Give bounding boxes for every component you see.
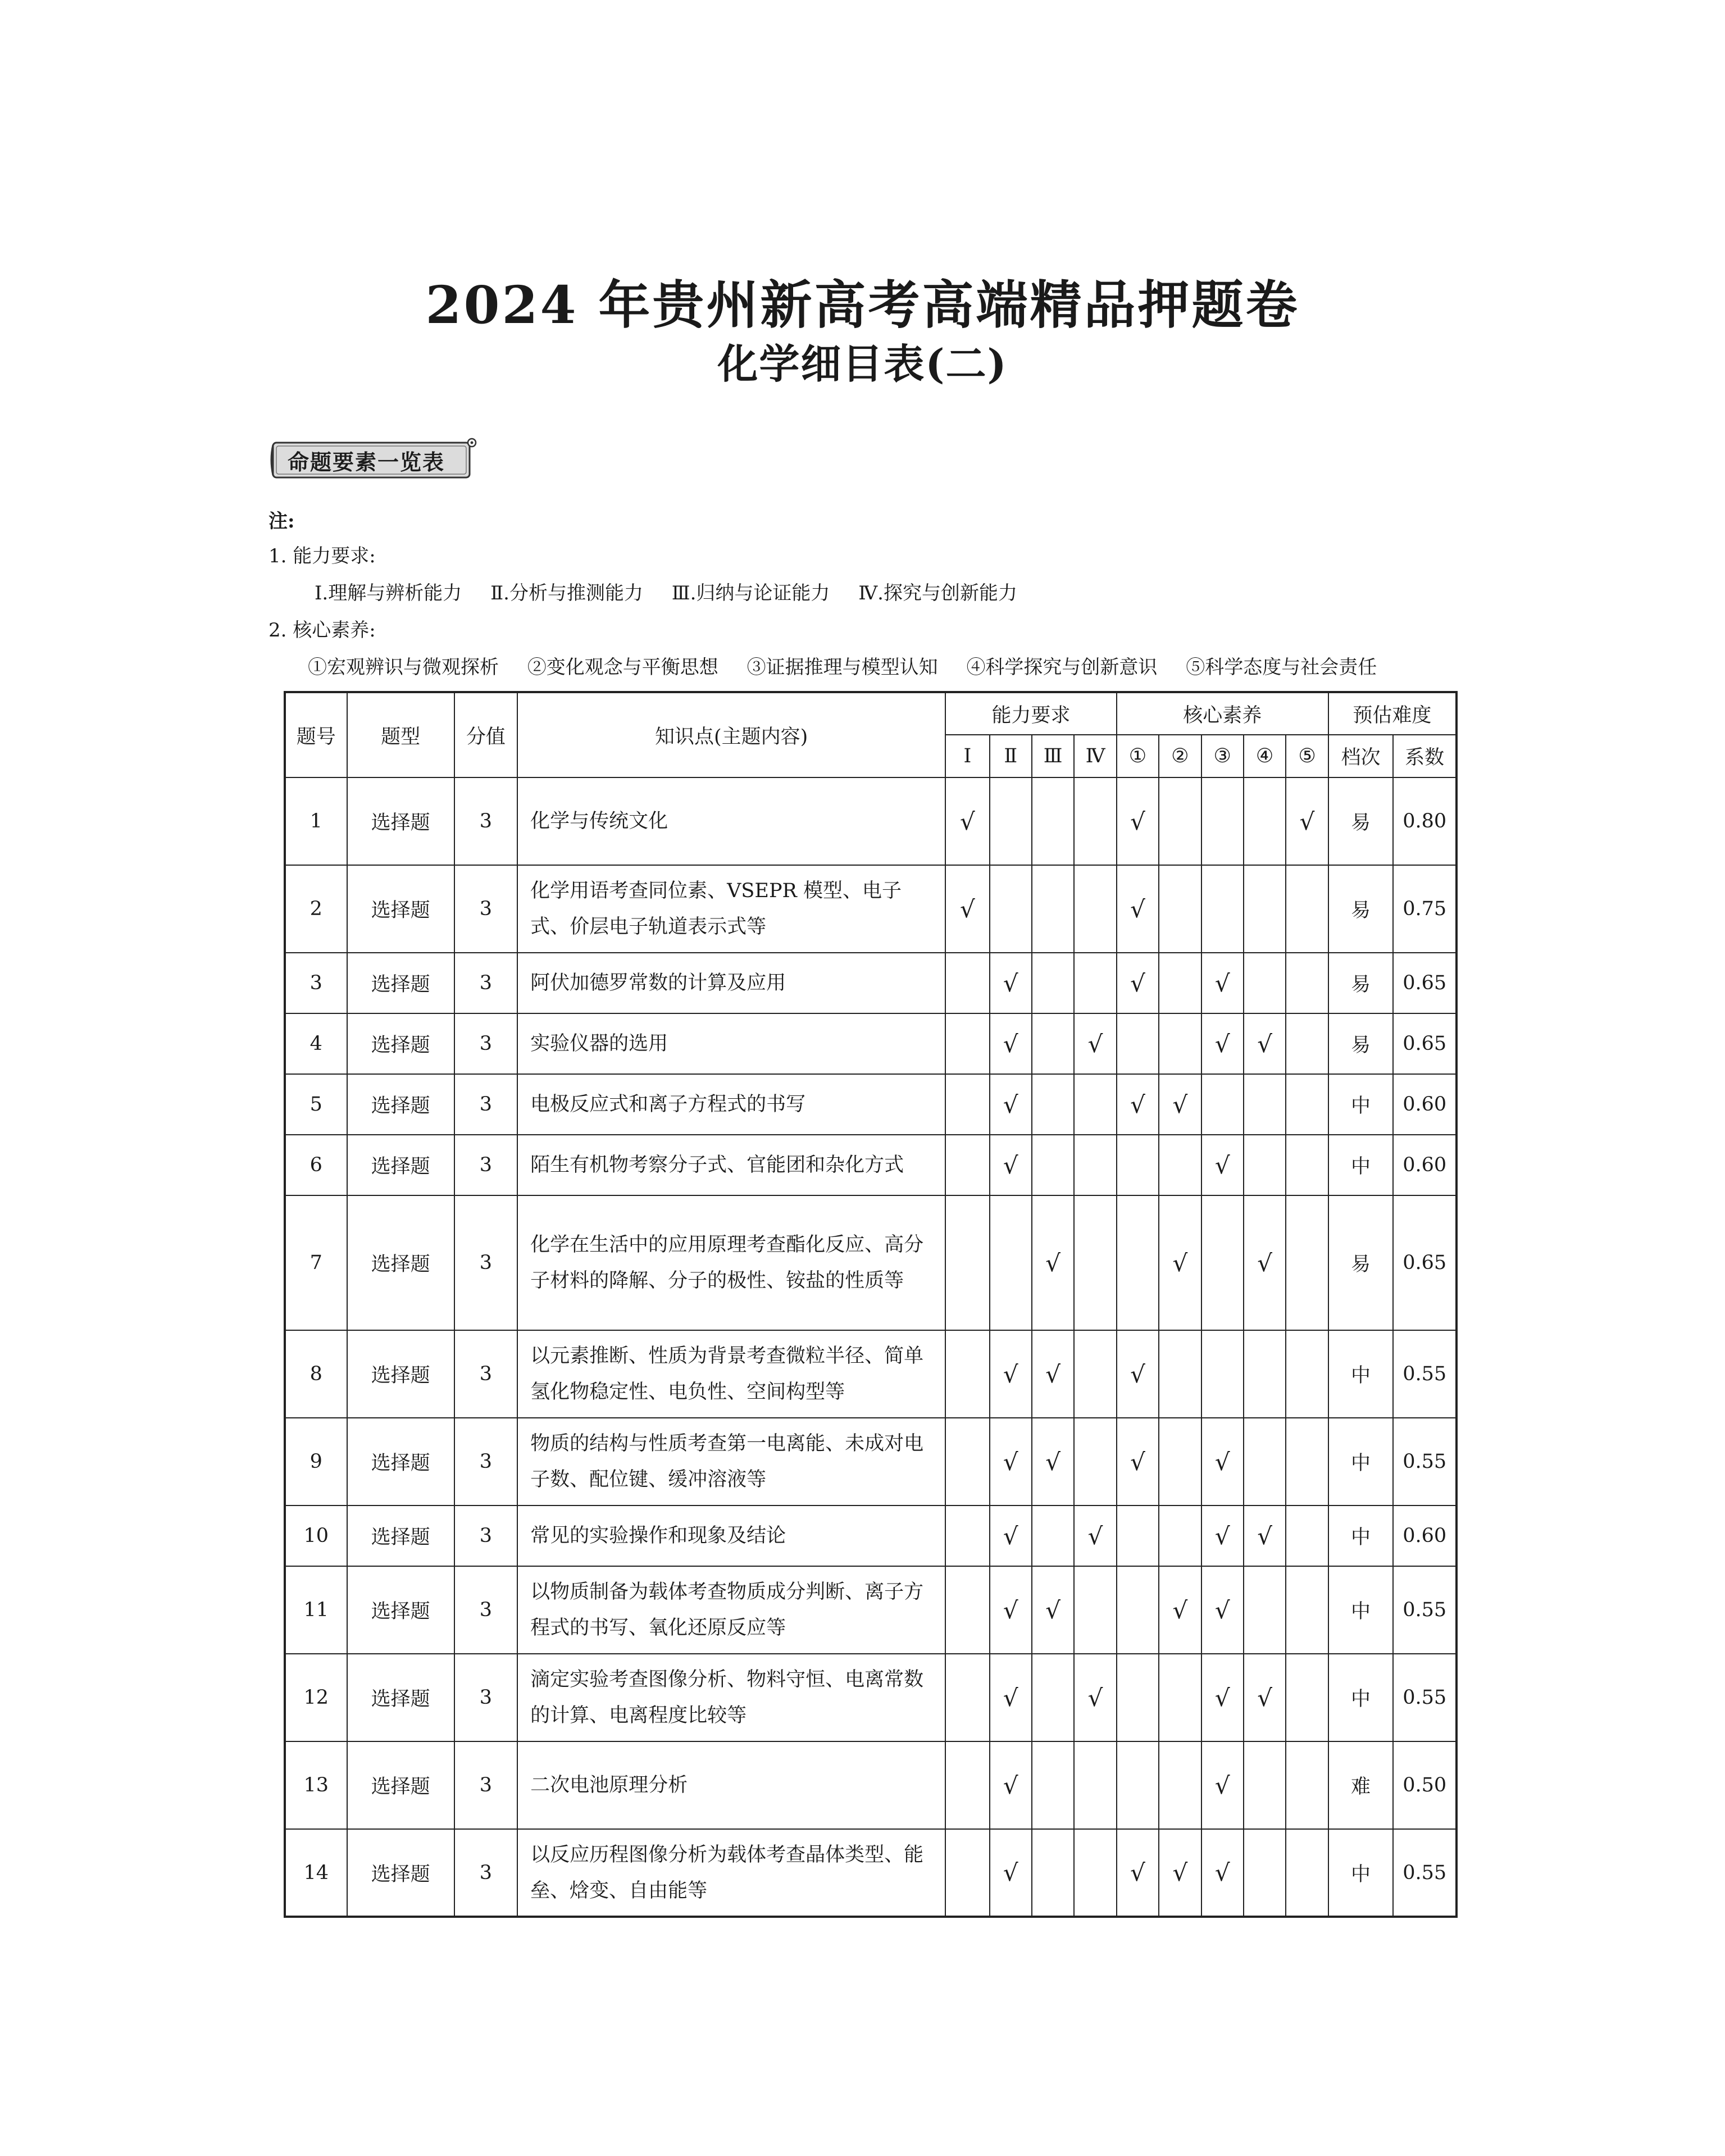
literacy-check-cell bbox=[1244, 1741, 1286, 1829]
ability-check-cell: √ bbox=[990, 1654, 1032, 1741]
ability-check-cell: √ bbox=[990, 1135, 1032, 1195]
literacy-check-cell bbox=[1286, 1829, 1328, 1917]
literacy-check-cell bbox=[1201, 777, 1244, 865]
row-type: 选择题 bbox=[347, 1135, 454, 1195]
literacy-check-cell bbox=[1159, 1654, 1201, 1741]
literacy-check-cell: √ bbox=[1201, 1654, 1244, 1741]
header-ability-col: Ⅲ bbox=[1032, 735, 1074, 777]
header-difficulty-coef: 系数 bbox=[1393, 735, 1457, 777]
header-ability-col: Ⅱ bbox=[990, 735, 1032, 777]
row-knowledge: 实验仪器的选用 bbox=[517, 1013, 945, 1074]
literacy-check-cell: √ bbox=[1201, 1418, 1244, 1505]
literacy-check-cell bbox=[1159, 777, 1201, 865]
ability-check-cell: √ bbox=[1032, 1418, 1074, 1505]
row-number: 10 bbox=[285, 1505, 347, 1566]
ability-check-cell bbox=[945, 1013, 989, 1074]
row-number: 11 bbox=[285, 1566, 347, 1654]
header-score: 分值 bbox=[454, 692, 518, 777]
ability-check-cell bbox=[945, 1330, 989, 1418]
row-knowledge: 物质的结构与性质考查第一电离能、未成对电子数、配位键、缓冲溶液等 bbox=[517, 1418, 945, 1505]
literacy-check-cell bbox=[1286, 1566, 1328, 1654]
row-knowledge: 陌生有机物考察分子式、官能团和杂化方式 bbox=[517, 1135, 945, 1195]
row-number: 3 bbox=[285, 953, 347, 1013]
row-difficulty-coef: 0.55 bbox=[1393, 1418, 1457, 1505]
row-difficulty-coef: 0.55 bbox=[1393, 1829, 1457, 1917]
literacy-check-cell bbox=[1201, 1074, 1244, 1135]
literacy-check-cell bbox=[1117, 1013, 1159, 1074]
literacy-check-cell bbox=[1117, 1654, 1159, 1741]
row-score: 3 bbox=[454, 953, 518, 1013]
ability-item: Ⅳ.探究与创新能力 bbox=[858, 582, 1017, 604]
literacy-check-cell bbox=[1244, 1074, 1286, 1135]
row-number: 14 bbox=[285, 1829, 347, 1917]
ability-check-cell: √ bbox=[990, 1505, 1032, 1566]
row-difficulty-level: 中 bbox=[1328, 1418, 1394, 1505]
literacy-check-cell bbox=[1244, 1418, 1286, 1505]
ability-check-cell bbox=[945, 1505, 989, 1566]
literacy-check-cell bbox=[1286, 953, 1328, 1013]
section-banner bbox=[268, 437, 479, 482]
ability-check-cell bbox=[1032, 1829, 1074, 1917]
literacy-check-cell bbox=[1159, 1330, 1201, 1418]
header-literacy-col: ⑤ bbox=[1286, 735, 1328, 777]
header-literacy: 核心素养 bbox=[1117, 692, 1328, 735]
ability-check-cell bbox=[1074, 1566, 1116, 1654]
ability-check-cell bbox=[945, 1741, 989, 1829]
ability-check-cell: √ bbox=[1032, 1330, 1074, 1418]
row-number: 8 bbox=[285, 1330, 347, 1418]
header-number: 题号 bbox=[285, 692, 347, 777]
header-difficulty: 预估难度 bbox=[1328, 692, 1457, 735]
literacy-check-cell: √ bbox=[1201, 953, 1244, 1013]
literacy-check-cell bbox=[1286, 865, 1328, 953]
row-difficulty-level: 易 bbox=[1328, 953, 1394, 1013]
row-difficulty-level: 中 bbox=[1328, 1829, 1394, 1917]
table-row bbox=[285, 1829, 1457, 1917]
page-subtitle: 化学细目表(二) bbox=[717, 340, 1008, 388]
ability-check-cell: √ bbox=[945, 777, 989, 865]
literacy-check-cell bbox=[1201, 865, 1244, 953]
ability-check-cell: √ bbox=[990, 1566, 1032, 1654]
literacy-check-cell: √ bbox=[1201, 1829, 1244, 1917]
row-difficulty-coef: 0.80 bbox=[1393, 777, 1457, 865]
header-knowledge: 知识点(主题内容) bbox=[517, 692, 945, 777]
literacy-check-cell bbox=[1286, 1195, 1328, 1330]
table-row bbox=[285, 1741, 1457, 1829]
row-knowledge: 化学与传统文化 bbox=[517, 777, 945, 865]
row-knowledge: 常见的实验操作和现象及结论 bbox=[517, 1505, 945, 1566]
literacy-check-cell bbox=[1117, 1135, 1159, 1195]
table-row bbox=[285, 1013, 1457, 1074]
row-difficulty-coef: 0.55 bbox=[1393, 1654, 1457, 1741]
ability-check-cell bbox=[1032, 1074, 1074, 1135]
row-number: 7 bbox=[285, 1195, 347, 1330]
literacy-check-cell bbox=[1159, 1741, 1201, 1829]
row-number: 2 bbox=[285, 865, 347, 953]
literacy-check-cell bbox=[1244, 1135, 1286, 1195]
row-type: 选择题 bbox=[347, 1330, 454, 1418]
spec-table bbox=[284, 691, 1458, 1918]
literacy-check-cell bbox=[1117, 1741, 1159, 1829]
ability-check-cell: √ bbox=[990, 1013, 1032, 1074]
literacy-check-cell bbox=[1117, 1566, 1159, 1654]
spec-table-body bbox=[285, 777, 1457, 1917]
literacy-check-cell bbox=[1286, 1074, 1328, 1135]
literacy-check-cell: √ bbox=[1201, 1505, 1244, 1566]
row-difficulty-level: 易 bbox=[1328, 865, 1394, 953]
literacy-check-cell: √ bbox=[1117, 1330, 1159, 1418]
row-difficulty-level: 难 bbox=[1328, 1741, 1394, 1829]
table-row bbox=[285, 1135, 1457, 1195]
literacy-check-cell: √ bbox=[1117, 1418, 1159, 1505]
row-score: 3 bbox=[454, 1418, 518, 1505]
ability-check-cell: √ bbox=[945, 865, 989, 953]
ability-check-cell bbox=[1032, 1135, 1074, 1195]
row-score: 3 bbox=[454, 1566, 518, 1654]
row-knowledge: 阿伏加德罗常数的计算及应用 bbox=[517, 953, 945, 1013]
row-difficulty-coef: 0.55 bbox=[1393, 1330, 1457, 1418]
row-type: 选择题 bbox=[347, 1829, 454, 1917]
literacy-check-cell: √ bbox=[1244, 1505, 1286, 1566]
ability-check-cell bbox=[1032, 1654, 1074, 1741]
ability-check-cell bbox=[1074, 1741, 1116, 1829]
literacy-check-cell: √ bbox=[1201, 1135, 1244, 1195]
row-difficulty-coef: 0.60 bbox=[1393, 1074, 1457, 1135]
row-type: 选择题 bbox=[347, 1505, 454, 1566]
header-literacy-col: ② bbox=[1159, 735, 1201, 777]
ability-item: Ⅱ.分析与推测能力 bbox=[490, 582, 643, 604]
ability-check-cell bbox=[945, 1074, 989, 1135]
literacy-check-cell bbox=[1201, 1330, 1244, 1418]
literacy-check-cell: √ bbox=[1117, 1074, 1159, 1135]
notes-heading: 注: bbox=[268, 510, 295, 533]
literacy-check-cell bbox=[1286, 1505, 1328, 1566]
row-score: 3 bbox=[454, 1135, 518, 1195]
row-score: 3 bbox=[454, 1829, 518, 1917]
row-difficulty-level: 中 bbox=[1328, 1135, 1394, 1195]
row-difficulty-coef: 0.65 bbox=[1393, 1195, 1457, 1330]
row-type: 选择题 bbox=[347, 1418, 454, 1505]
ability-check-cell bbox=[990, 865, 1032, 953]
table-row bbox=[285, 1566, 1457, 1654]
ability-check-cell bbox=[1032, 777, 1074, 865]
literacy-check-cell bbox=[1286, 1013, 1328, 1074]
header-ability-col: Ⅳ bbox=[1074, 735, 1116, 777]
literacy-check-cell: √ bbox=[1244, 1195, 1286, 1330]
row-difficulty-coef: 0.65 bbox=[1393, 1013, 1457, 1074]
row-score: 3 bbox=[454, 777, 518, 865]
ability-check-cell bbox=[945, 1135, 989, 1195]
header-literacy-col: ① bbox=[1117, 735, 1159, 777]
row-difficulty-level: 中 bbox=[1328, 1074, 1394, 1135]
ability-check-cell: √ bbox=[990, 1330, 1032, 1418]
ability-check-cell bbox=[1032, 953, 1074, 1013]
ability-check-cell: √ bbox=[990, 1074, 1032, 1135]
literacy-check-cell: √ bbox=[1201, 1566, 1244, 1654]
ability-check-cell: √ bbox=[1074, 1013, 1116, 1074]
table-row bbox=[285, 1418, 1457, 1505]
ability-check-cell bbox=[945, 1418, 989, 1505]
row-number: 13 bbox=[285, 1741, 347, 1829]
header-difficulty-level: 档次 bbox=[1328, 735, 1394, 777]
ability-check-cell bbox=[1032, 865, 1074, 953]
literacy-check-cell bbox=[1286, 1741, 1328, 1829]
ability-legend bbox=[315, 577, 1040, 605]
literacy-check-cell: √ bbox=[1117, 777, 1159, 865]
row-number: 1 bbox=[285, 777, 347, 865]
row-score: 3 bbox=[454, 1013, 518, 1074]
row-difficulty-coef: 0.65 bbox=[1393, 953, 1457, 1013]
ability-check-cell bbox=[945, 1829, 989, 1917]
table-row bbox=[285, 1074, 1457, 1135]
ability-check-cell bbox=[1074, 865, 1116, 953]
ability-check-cell: √ bbox=[1074, 1505, 1116, 1566]
section-banner-label: 命题要素一览表 bbox=[288, 450, 445, 475]
header-ability-col: Ⅰ bbox=[945, 735, 989, 777]
row-score: 3 bbox=[454, 1195, 518, 1330]
row-type: 选择题 bbox=[347, 1013, 454, 1074]
literacy-check-cell: √ bbox=[1286, 777, 1328, 865]
ability-check-cell bbox=[1074, 1195, 1116, 1330]
row-knowledge: 二次电池原理分析 bbox=[517, 1741, 945, 1829]
row-score: 3 bbox=[454, 1330, 518, 1418]
literacy-check-cell bbox=[1159, 953, 1201, 1013]
row-difficulty-coef: 0.75 bbox=[1393, 865, 1457, 953]
row-difficulty-level: 中 bbox=[1328, 1654, 1394, 1741]
ability-check-cell bbox=[1074, 953, 1116, 1013]
row-difficulty-coef: 0.60 bbox=[1393, 1505, 1457, 1566]
row-number: 12 bbox=[285, 1654, 347, 1741]
row-difficulty-level: 中 bbox=[1328, 1505, 1394, 1566]
literacy-check-cell bbox=[1159, 1013, 1201, 1074]
literacy-check-cell bbox=[1244, 953, 1286, 1013]
ability-check-cell bbox=[945, 1654, 989, 1741]
header-type: 题型 bbox=[347, 692, 454, 777]
row-type: 选择题 bbox=[347, 865, 454, 953]
table-row bbox=[285, 1330, 1457, 1418]
row-difficulty-coef: 0.55 bbox=[1393, 1566, 1457, 1654]
literacy-check-cell: √ bbox=[1201, 1013, 1244, 1074]
row-score: 3 bbox=[454, 1505, 518, 1566]
ability-check-cell bbox=[1032, 1013, 1074, 1074]
literacy-check-cell: √ bbox=[1117, 1829, 1159, 1917]
literacy-check-cell: √ bbox=[1201, 1741, 1244, 1829]
ability-check-cell bbox=[1032, 1741, 1074, 1829]
row-knowledge: 化学在生活中的应用原理考查酯化反应、高分子材料的降解、分子的极性、铵盐的性质等 bbox=[517, 1195, 945, 1330]
row-difficulty-level: 易 bbox=[1328, 1195, 1394, 1330]
table-row bbox=[285, 777, 1457, 865]
header-literacy-col: ③ bbox=[1201, 735, 1244, 777]
literacy-item: ②变化观念与平衡思想 bbox=[527, 656, 718, 679]
row-difficulty-coef: 0.50 bbox=[1393, 1741, 1457, 1829]
literacy-legend bbox=[308, 652, 1377, 679]
literacy-item: ⑤科学态度与社会责任 bbox=[1186, 656, 1377, 679]
page-title: 2024 年贵州新高考高端精品押题卷 bbox=[425, 275, 1300, 335]
literacy-check-cell bbox=[1244, 1566, 1286, 1654]
ability-check-cell bbox=[1074, 1829, 1116, 1917]
ability-check-cell: √ bbox=[990, 1418, 1032, 1505]
row-number: 6 bbox=[285, 1135, 347, 1195]
ability-check-cell bbox=[990, 777, 1032, 865]
row-type: 选择题 bbox=[347, 1566, 454, 1654]
row-score: 3 bbox=[454, 865, 518, 953]
row-type: 选择题 bbox=[347, 1195, 454, 1330]
literacy-title: 2. 核心素养: bbox=[268, 619, 376, 642]
ability-check-cell bbox=[945, 1195, 989, 1330]
ability-check-cell bbox=[1074, 1330, 1116, 1418]
literacy-check-cell bbox=[1159, 1135, 1201, 1195]
literacy-check-cell bbox=[1159, 865, 1201, 953]
row-number: 4 bbox=[285, 1013, 347, 1074]
row-difficulty-coef: 0.60 bbox=[1393, 1135, 1457, 1195]
literacy-check-cell bbox=[1201, 1195, 1244, 1330]
literacy-check-cell: √ bbox=[1117, 865, 1159, 953]
row-knowledge: 电极反应式和离子方程式的书写 bbox=[517, 1074, 945, 1135]
ability-check-cell bbox=[1074, 777, 1116, 865]
literacy-check-cell: √ bbox=[1159, 1566, 1201, 1654]
literacy-check-cell bbox=[1159, 1418, 1201, 1505]
literacy-check-cell: √ bbox=[1159, 1195, 1201, 1330]
row-number: 5 bbox=[285, 1074, 347, 1135]
literacy-check-cell: √ bbox=[1244, 1013, 1286, 1074]
row-knowledge: 以反应历程图像分析为载体考查晶体类型、能垒、焓变、自由能等 bbox=[517, 1829, 945, 1917]
literacy-check-cell: √ bbox=[1244, 1654, 1286, 1741]
literacy-check-cell bbox=[1159, 1505, 1201, 1566]
ability-check-cell: √ bbox=[990, 953, 1032, 1013]
row-type: 选择题 bbox=[347, 1741, 454, 1829]
table-row bbox=[285, 1654, 1457, 1741]
row-type: 选择题 bbox=[347, 777, 454, 865]
literacy-check-cell bbox=[1117, 1195, 1159, 1330]
row-difficulty-level: 易 bbox=[1328, 777, 1394, 865]
header-literacy-col: ④ bbox=[1244, 735, 1286, 777]
row-difficulty-level: 中 bbox=[1328, 1330, 1394, 1418]
literacy-item: ①宏观辨识与微观探析 bbox=[308, 656, 499, 679]
literacy-item: ③证据推理与模型认知 bbox=[747, 656, 938, 679]
row-type: 选择题 bbox=[347, 953, 454, 1013]
ability-check-cell bbox=[1074, 1418, 1116, 1505]
row-difficulty-level: 中 bbox=[1328, 1566, 1394, 1654]
ability-check-cell: √ bbox=[1074, 1654, 1116, 1741]
ability-check-cell bbox=[1032, 1505, 1074, 1566]
ability-check-cell: √ bbox=[990, 1741, 1032, 1829]
ability-check-cell: √ bbox=[1032, 1195, 1074, 1330]
table-row bbox=[285, 1505, 1457, 1566]
ability-check-cell bbox=[945, 953, 989, 1013]
ability-item: Ⅲ.归纳与论证能力 bbox=[671, 582, 830, 604]
row-score: 3 bbox=[454, 1741, 518, 1829]
literacy-check-cell bbox=[1286, 1654, 1328, 1741]
row-score: 3 bbox=[454, 1654, 518, 1741]
row-type: 选择题 bbox=[347, 1074, 454, 1135]
row-knowledge: 化学用语考查同位素、VSEPR 模型、电子式、价层电子轨道表示式等 bbox=[517, 865, 945, 953]
literacy-check-cell: √ bbox=[1117, 953, 1159, 1013]
literacy-check-cell bbox=[1244, 1829, 1286, 1917]
header-ability: 能力要求 bbox=[945, 692, 1117, 735]
ability-check-cell: √ bbox=[990, 1829, 1032, 1917]
ability-check-cell bbox=[990, 1195, 1032, 1330]
table-row bbox=[285, 865, 1457, 953]
ability-check-cell bbox=[1074, 1074, 1116, 1135]
literacy-check-cell bbox=[1244, 1330, 1286, 1418]
literacy-check-cell bbox=[1244, 865, 1286, 953]
row-score: 3 bbox=[454, 1074, 518, 1135]
row-difficulty-level: 易 bbox=[1328, 1013, 1394, 1074]
row-knowledge: 以元素推断、性质为背景考查微粒半径、简单氢化物稳定性、电负性、空间构型等 bbox=[517, 1330, 945, 1418]
ability-check-cell: √ bbox=[1032, 1566, 1074, 1654]
literacy-check-cell bbox=[1244, 777, 1286, 865]
literacy-check-cell: √ bbox=[1159, 1829, 1201, 1917]
table-row bbox=[285, 1195, 1457, 1330]
literacy-item: ④科学探究与创新意识 bbox=[966, 656, 1158, 679]
row-knowledge: 滴定实验考查图像分析、物料守恒、电离常数的计算、电离程度比较等 bbox=[517, 1654, 945, 1741]
ability-check-cell bbox=[1074, 1135, 1116, 1195]
row-type: 选择题 bbox=[347, 1654, 454, 1741]
literacy-check-cell bbox=[1286, 1418, 1328, 1505]
table-row bbox=[285, 953, 1457, 1013]
literacy-check-cell: √ bbox=[1159, 1074, 1201, 1135]
row-knowledge: 以物质制备为载体考查物质成分判断、离子方程式的书写、氧化还原反应等 bbox=[517, 1566, 945, 1654]
ability-title: 1. 能力要求: bbox=[268, 545, 376, 567]
row-number: 9 bbox=[285, 1418, 347, 1505]
literacy-check-cell bbox=[1286, 1135, 1328, 1195]
literacy-check-cell bbox=[1117, 1505, 1159, 1566]
ability-item: Ⅰ.理解与辨析能力 bbox=[315, 582, 462, 604]
literacy-check-cell bbox=[1286, 1330, 1328, 1418]
ability-check-cell bbox=[945, 1566, 989, 1654]
